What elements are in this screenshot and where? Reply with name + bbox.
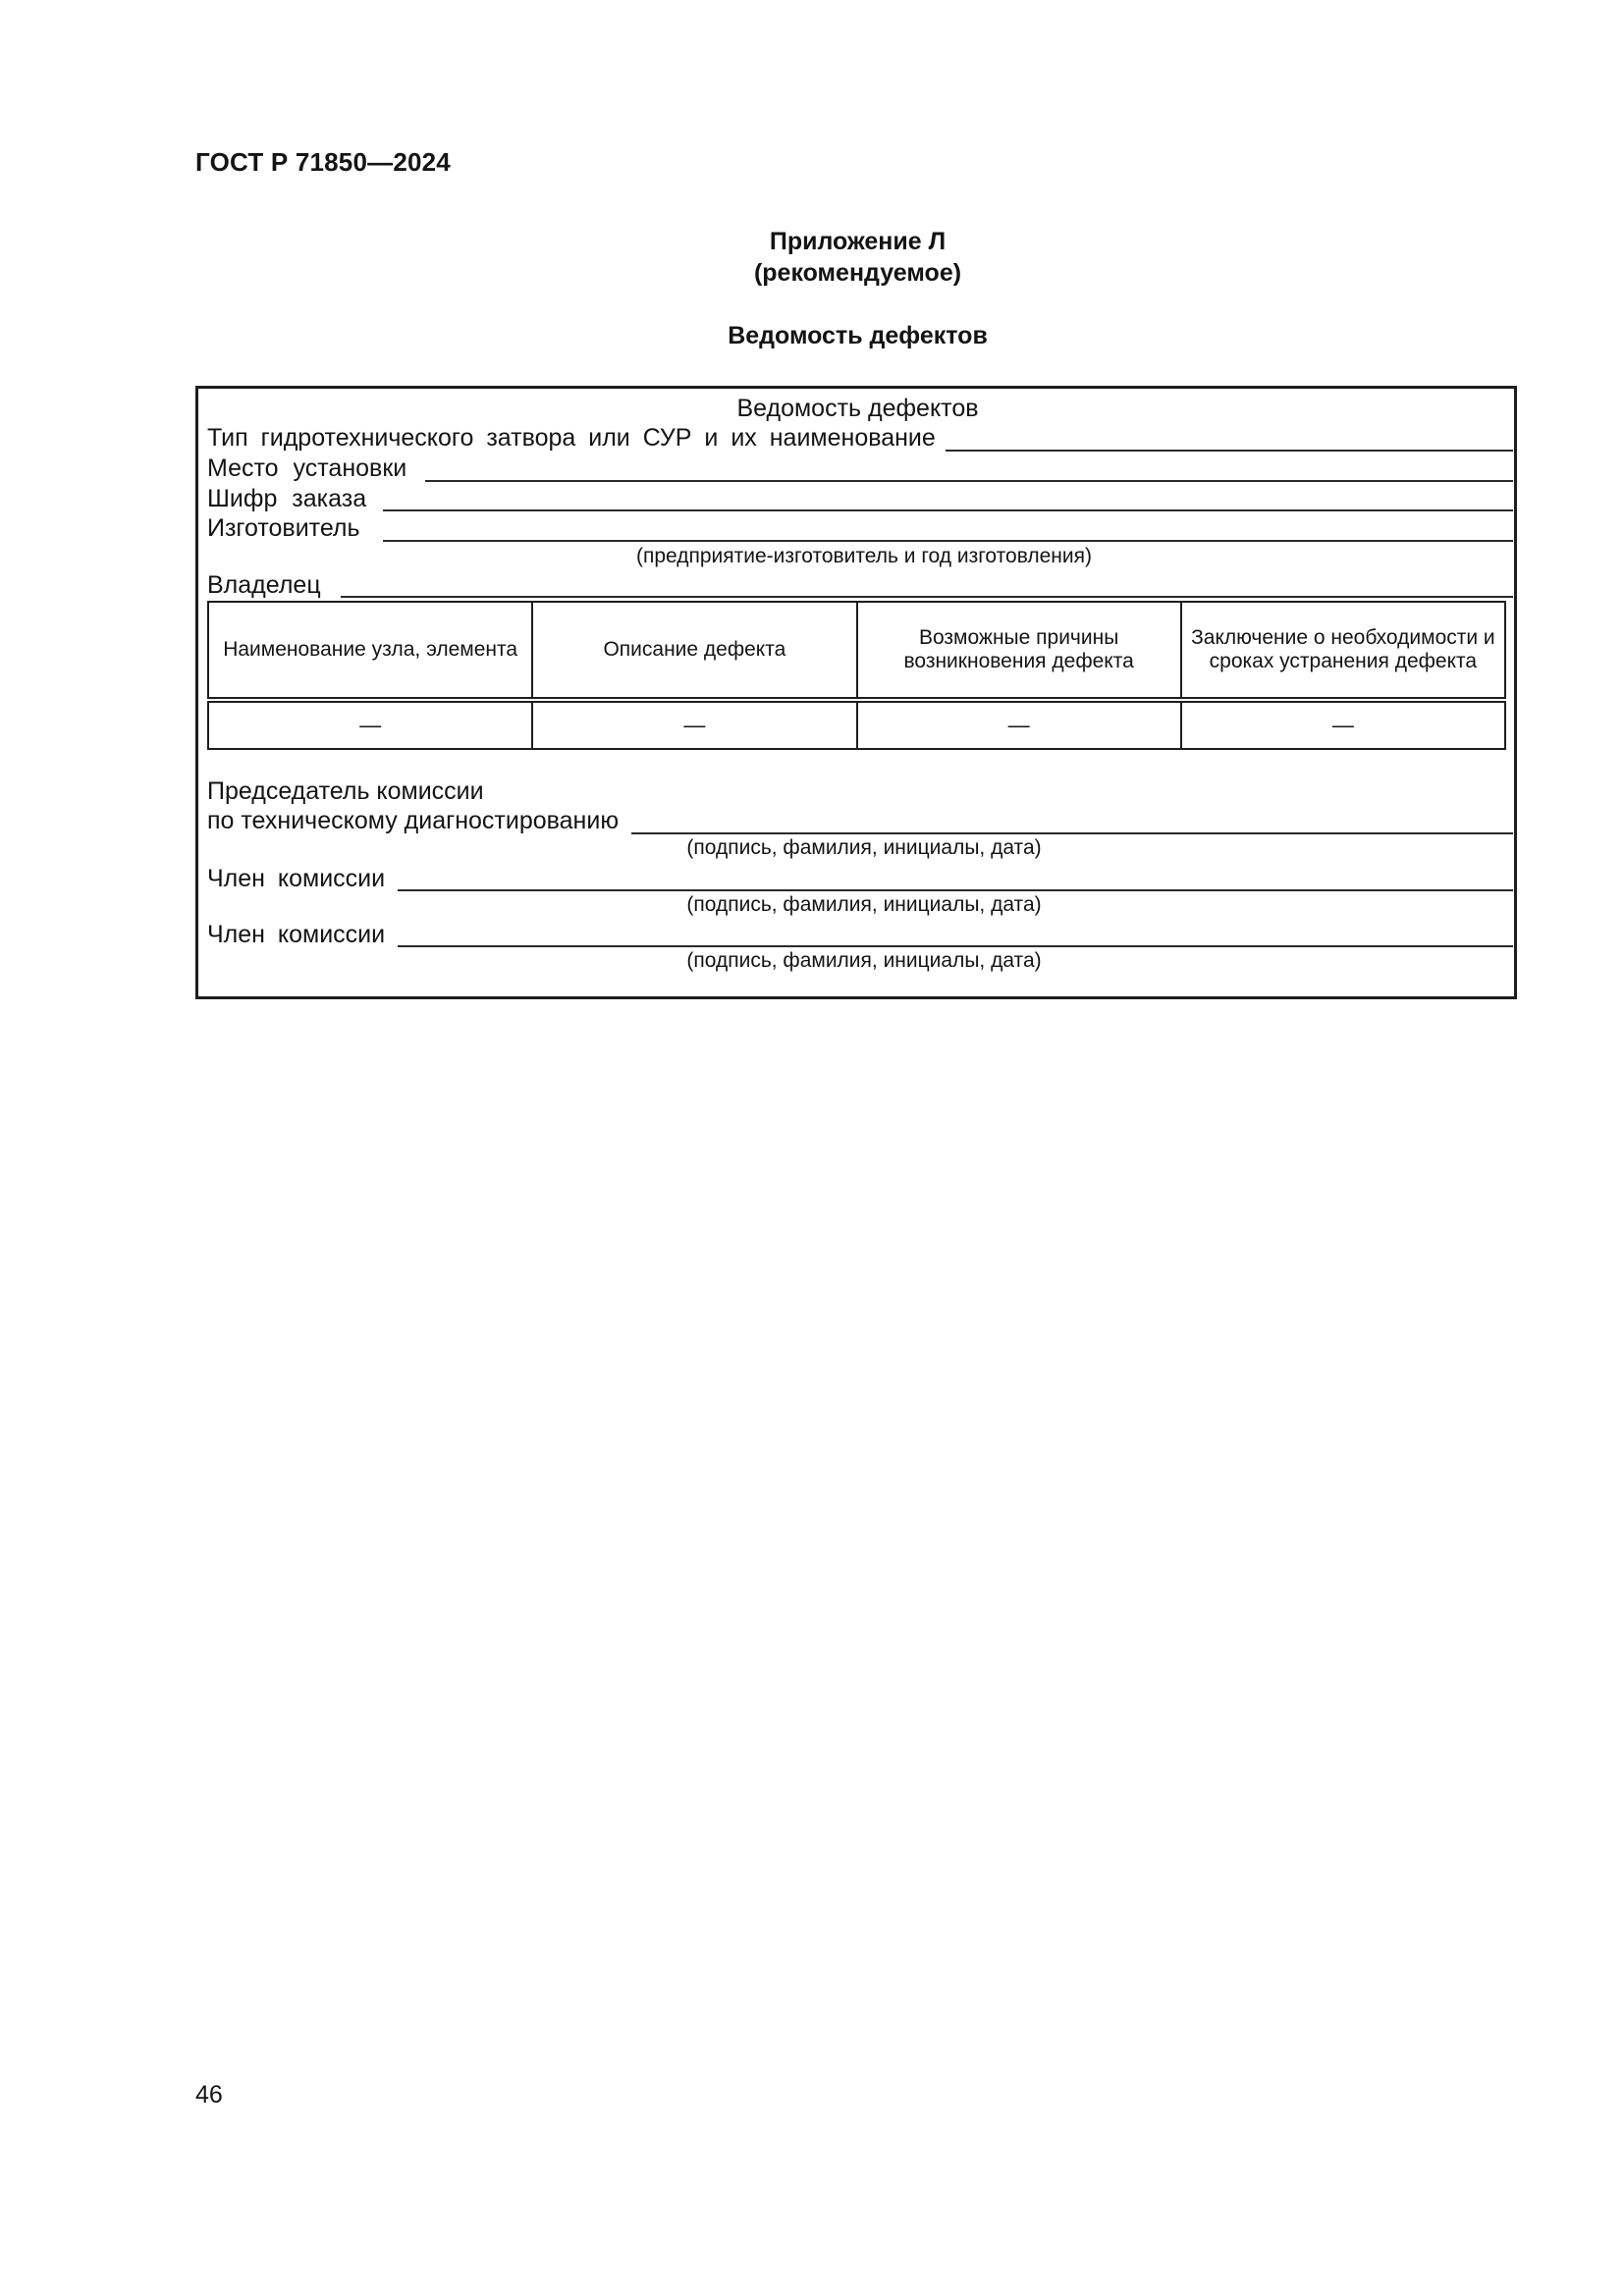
chairman-signature-line[interactable] xyxy=(631,832,1513,834)
field-line-owner[interactable] xyxy=(341,596,1513,598)
field-label-manufacturer: Изготовитель xyxy=(207,514,360,542)
manufacturer-caption: (предприятие-изготовитель и год изготовления) xyxy=(635,545,1092,567)
table-cell[interactable]: — xyxy=(532,700,856,749)
chairman-signature-caption: (подпись, фамилия, инициалы, дата) xyxy=(686,836,1042,859)
field-line-order-code[interactable] xyxy=(383,509,1513,511)
field-line-location[interactable] xyxy=(425,480,1513,482)
table-header-row xyxy=(208,602,1505,700)
field-label-order-code: Шифр заказа xyxy=(207,485,367,512)
chairman-label-line1: Председатель комиссии xyxy=(207,777,484,805)
field-line-gate-type[interactable] xyxy=(946,450,1513,452)
member-1-signature-line[interactable] xyxy=(398,889,1513,891)
appendix-status: (рекомендуемое) xyxy=(753,259,962,287)
member-2-signature-line[interactable] xyxy=(398,945,1513,947)
header-conclusion: Заключение о необходимости и сроках устранения дефекта xyxy=(1181,602,1505,700)
table-cell[interactable]: — xyxy=(208,700,532,749)
defects-table xyxy=(207,601,1506,750)
header-possible-causes: Возможные причины возникновения дефекта xyxy=(857,602,1181,700)
field-label-owner: Владелец xyxy=(207,571,321,599)
form-title: Ведомость дефектов xyxy=(736,395,979,422)
appendix-title: Ведомость дефектов xyxy=(728,322,988,349)
standard-code: ГОСТ Р 71850—2024 xyxy=(195,147,451,177)
field-line-manufacturer[interactable] xyxy=(383,540,1513,542)
field-label-gate-type: Тип гидротехнического затвора или СУР и их наименование xyxy=(207,424,936,452)
table-cell[interactable]: — xyxy=(1181,700,1505,749)
header-defect-description: Описание дефекта xyxy=(532,602,856,700)
appendix-label: Приложение Л xyxy=(769,228,947,255)
table-row xyxy=(208,700,1505,749)
member-2-label: Член комиссии xyxy=(207,921,386,948)
member-1-signature-caption: (подпись, фамилия, инициалы, дата) xyxy=(686,893,1042,916)
member-1-label: Член комиссии xyxy=(207,865,386,892)
page-number: 46 xyxy=(195,2081,223,2109)
member-2-signature-caption: (подпись, фамилия, инициалы, дата) xyxy=(686,949,1042,972)
header-node-name: Наименование узла, элемента xyxy=(208,602,532,700)
table-cell[interactable]: — xyxy=(857,700,1181,749)
chairman-label-line2: по техническому диагностированию xyxy=(207,807,620,834)
field-label-location: Место установки xyxy=(207,454,407,482)
